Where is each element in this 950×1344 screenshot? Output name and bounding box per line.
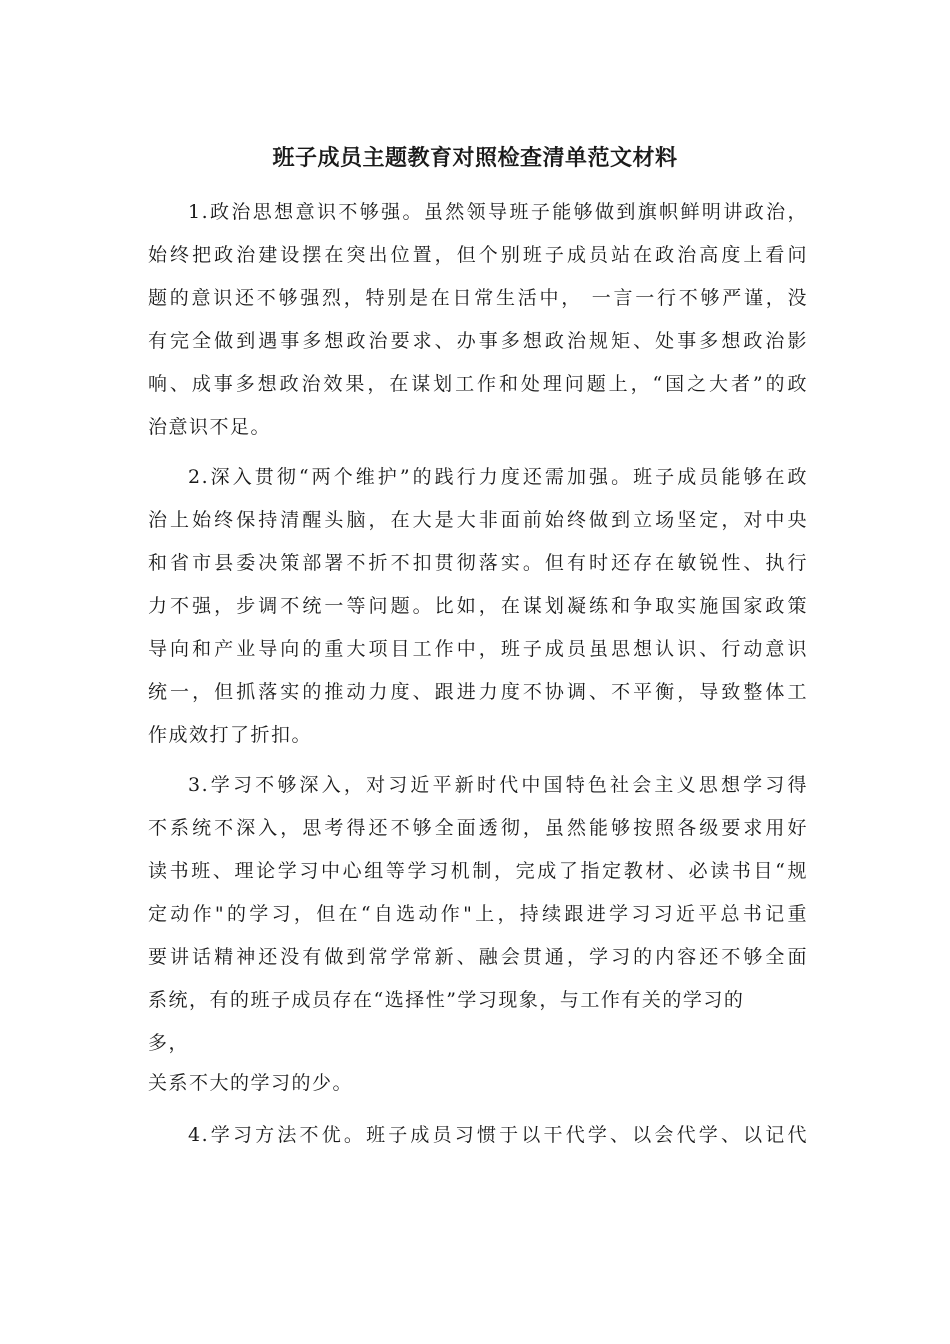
document-title: 班子成员主题教育对照检查清单范文材料	[272, 145, 678, 171]
paragraph-4-line-1: 4.学习方法不优。班子成员习惯于以干代学、以会代学、以记代	[188, 1124, 808, 1146]
paragraph-3-line-7: 多，	[148, 1032, 190, 1054]
paragraph-2-line-3: 和省市县委决策部署不折不扣贯彻落实。但有时还存在敏锐性、执行	[148, 552, 808, 574]
paragraph-2-line-5: 导向和产业导向的重大项目工作中，班子成员虽思想认识、行动意识	[148, 638, 808, 660]
paragraph-3-line-2: 不系统不深入，思考得还不够全面透彻，虽然能够按照各级要求用好	[148, 817, 808, 839]
paragraph-1-line-5: 响、成事多想政治效果，在谋划工作和处理问题上，“国之大者”的政	[148, 373, 808, 395]
paragraph-1-line-3: 题的意识还不够强烈，特别是在日常生活中， 一言一行不够严谨，没	[148, 287, 808, 309]
paragraph-2-line-6: 统一，但抓落实的推动力度、跟进力度不协调、不平衡，导致整体工	[148, 681, 808, 703]
paragraph-3-line-6: 系统，有的班子成员存在“选择性”学习现象，与工作有关的学习的	[148, 989, 745, 1011]
paragraph-3-line-1: 3.学习不够深入，对习近平新时代中国特色社会主义思想学习得	[188, 774, 808, 796]
paragraph-2-line-1: 2.深入贯彻“两个维护”的践行力度还需加强。班子成员能够在政	[188, 466, 808, 488]
paragraph-3-line-3: 读书班、理论学习中心组等学习机制，完成了指定教材、必读书目“规	[148, 860, 808, 882]
paragraph-2-line-4: 力不强，步调不统一等问题。比如，在谋划凝练和争取实施国家政策	[148, 595, 808, 617]
paragraph-2-line-2: 治上始终保持清醒头脑，在大是大非面前始终做到立场坚定，对中央	[148, 509, 808, 531]
paragraph-3-line-8: 关系不大的学习的少。	[148, 1072, 354, 1094]
paragraph-1-line-1: 1.政治思想意识不够强。虽然领导班子能够做到旗帜鲜明讲政治，	[188, 201, 808, 223]
paragraph-3-line-5: 要讲话精神还没有做到常学常新、融会贯通，学习的内容还不够全面	[148, 946, 808, 968]
paragraph-3-line-4: 定动作"的学习，但在“自选动作"上，持续跟进学习习近平总书记重	[148, 903, 808, 925]
paragraph-2-line-7: 作成效打了折扣。	[148, 724, 313, 746]
paragraph-1-line-2: 始终把政治建设摆在突出位置，但个别班子成员站在政治高度上看问	[148, 244, 808, 266]
paragraph-1-line-4: 有完全做到遇事多想政治要求、办事多想政治规矩、处事多想政治影	[148, 330, 808, 352]
paragraph-1-line-6: 治意识不足。	[148, 416, 272, 438]
